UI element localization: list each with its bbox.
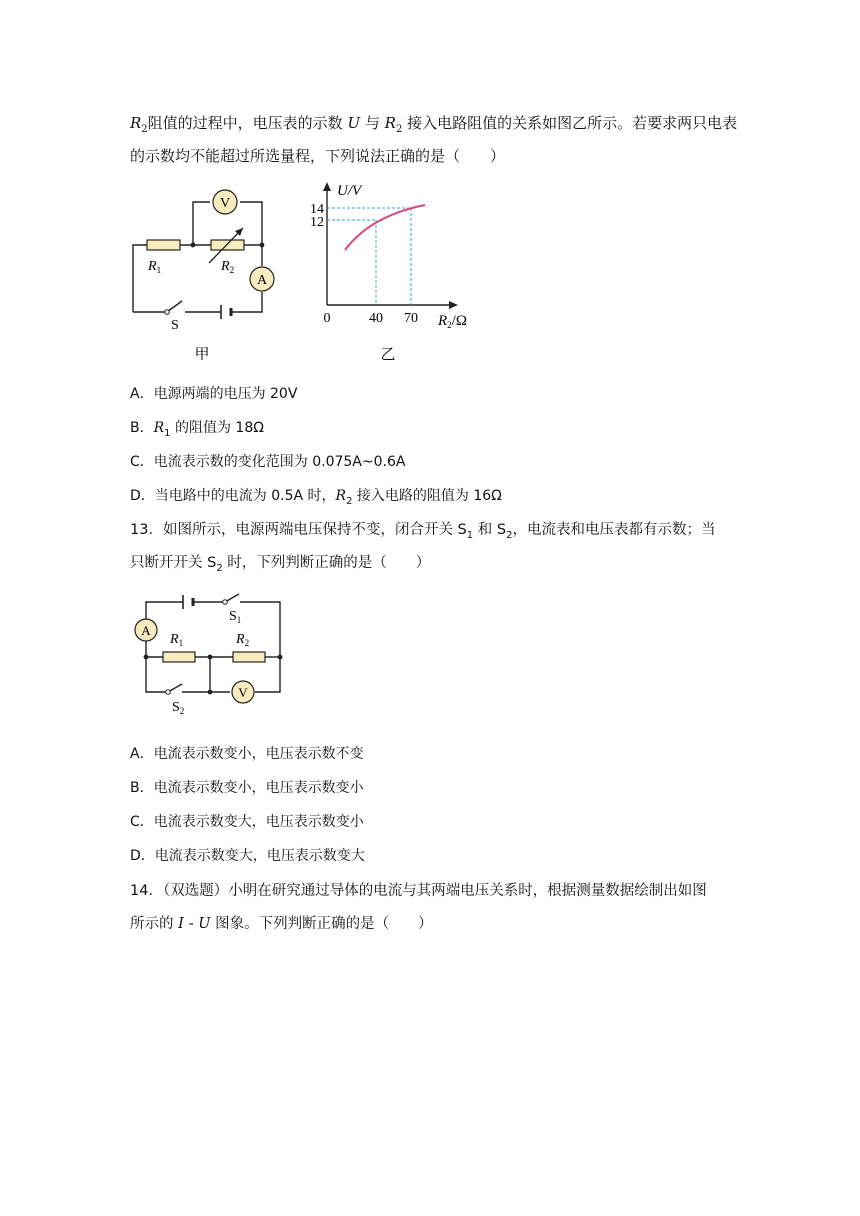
q13-stem-line1: [130, 518, 715, 541]
junction-dot: [144, 655, 149, 660]
text-run: 只断开开关 S: [130, 555, 217, 571]
figure-caption-yi: 乙: [380, 347, 396, 363]
text-run: B．: [130, 420, 154, 436]
text-run: 时，下列判断正确的是（ ）: [222, 555, 431, 571]
text-run: 接入电路阻值的关系如图乙所示。若要求两只电表: [402, 114, 738, 132]
q12-option-a[interactable]: A．电源两端的电压为 20V: [130, 386, 298, 402]
r1-label: $R_1$: [148, 259, 162, 275]
wire: [133, 245, 147, 312]
var-r2-sub: 2: [141, 124, 148, 135]
r2-label: $R_2$: [236, 632, 250, 648]
text-run: -: [183, 916, 199, 932]
x-tick-40: 40: [369, 311, 383, 326]
switch-s1-pivot: [223, 600, 228, 605]
resistor-r1: [163, 652, 195, 662]
q12-option-d[interactable]: [130, 485, 502, 507]
x-axis-label: $R_2/\Omega$: [438, 313, 467, 330]
var-i: I: [178, 916, 184, 932]
s1-label: $S_1$: [229, 609, 242, 625]
q13-circuit-diagram: [128, 588, 288, 723]
var-r2: R: [130, 114, 142, 132]
u-r2-curve: [345, 205, 425, 250]
text-run: D．当电路中的电流为 0.5A 时，: [130, 488, 336, 504]
q13-option-c[interactable]: C．电流表示数变大，电压表示数变小: [130, 814, 364, 830]
y-axis-label: U/V: [337, 183, 362, 199]
ammeter-label: A: [256, 273, 268, 288]
wire: [193, 202, 210, 245]
var-r2: R: [384, 114, 396, 132]
junction-dot: [208, 690, 213, 695]
figure-caption-jia: 甲: [194, 347, 210, 360]
text-run: 的阻值为 18Ω: [170, 420, 264, 436]
switch-s2-pivot: [166, 690, 171, 695]
q14-stem-line1: 14．（双选题）小明在研究通过导体的电流与其两端电压关系时，根据测量数据绘制出如图: [130, 883, 707, 899]
q12-option-c[interactable]: C．电流表示数的变化范围为 0.075A~0.6A: [130, 454, 406, 470]
y-tick-12: 12: [310, 215, 324, 230]
wire: [231, 292, 262, 312]
s2-sub: 2: [216, 562, 223, 574]
junction-dot: [278, 655, 283, 660]
y-tick-14: 14: [310, 202, 324, 217]
junction-dot: [208, 655, 213, 660]
voltmeter-label: V: [219, 196, 231, 211]
var-r2-sub: 2: [395, 124, 403, 135]
q12-stem-line2: 的示数均不能超过所选量程，下列说法正确的是（ ）: [130, 147, 506, 165]
var-u: U: [198, 916, 211, 932]
x-axis-arrow-icon: [449, 301, 458, 309]
q12-option-b[interactable]: [130, 417, 264, 439]
text-run: 阻值的过程中，电压表的示数: [147, 114, 348, 132]
q12-u-r2-graph: [305, 175, 485, 365]
q13-option-d[interactable]: D．电流表示数变大，电压表示数变大: [130, 848, 365, 864]
text-run: 图象。下列判断正确的是（ ）: [210, 916, 433, 932]
q13-stem-line2: [130, 551, 430, 574]
var-u: U: [347, 114, 361, 132]
r2-label: $R_2$: [221, 259, 235, 275]
wire: [146, 602, 183, 619]
text-run: 接入电路的阻值为 16Ω: [352, 488, 502, 504]
q12-circuit-diagram: [125, 180, 285, 360]
wire: [210, 657, 230, 692]
text-run: 和 S: [473, 522, 507, 538]
x-tick-70: 70: [404, 311, 418, 326]
rheostat-r2: [211, 240, 244, 250]
q13-option-a[interactable]: A．电流表示数变小，电压表示数不变: [130, 746, 364, 762]
s2-label: $S_2$: [172, 700, 185, 716]
ammeter-label: A: [141, 623, 151, 638]
q14-stem-line2: [130, 912, 433, 933]
switch-pivot: [165, 310, 170, 315]
switch-label: S: [171, 318, 179, 333]
y-axis-arrow-icon: [323, 182, 331, 191]
resistor-r1: [147, 240, 180, 250]
var-r2-sub: 2: [346, 495, 353, 507]
q13-option-b[interactable]: B．电流表示数变小，电压表示数变小: [130, 780, 364, 796]
wire: [240, 202, 262, 266]
var-r2: R: [335, 488, 347, 504]
resistor-r2: [233, 652, 265, 662]
text-run: 13．如图所示，电源两端电压保持不变，闭合开关 S: [130, 522, 467, 538]
s2-sub: 2: [506, 529, 513, 541]
text-run: ，电流表和电压表都有示数；当: [512, 522, 716, 538]
q12-stem-line1: [130, 112, 737, 135]
r1-label: $R_1$: [170, 632, 184, 648]
x-tick-0: 0: [323, 311, 331, 326]
s1-sub: 1: [466, 529, 474, 541]
text-run: 所示的: [130, 916, 179, 932]
var-r1: R: [153, 420, 165, 436]
junction-dot: [260, 243, 265, 248]
text-run: 与: [360, 114, 385, 132]
junction-dot: [191, 243, 196, 248]
voltmeter-label: V: [238, 685, 248, 700]
var-r1-sub: 1: [164, 427, 171, 439]
